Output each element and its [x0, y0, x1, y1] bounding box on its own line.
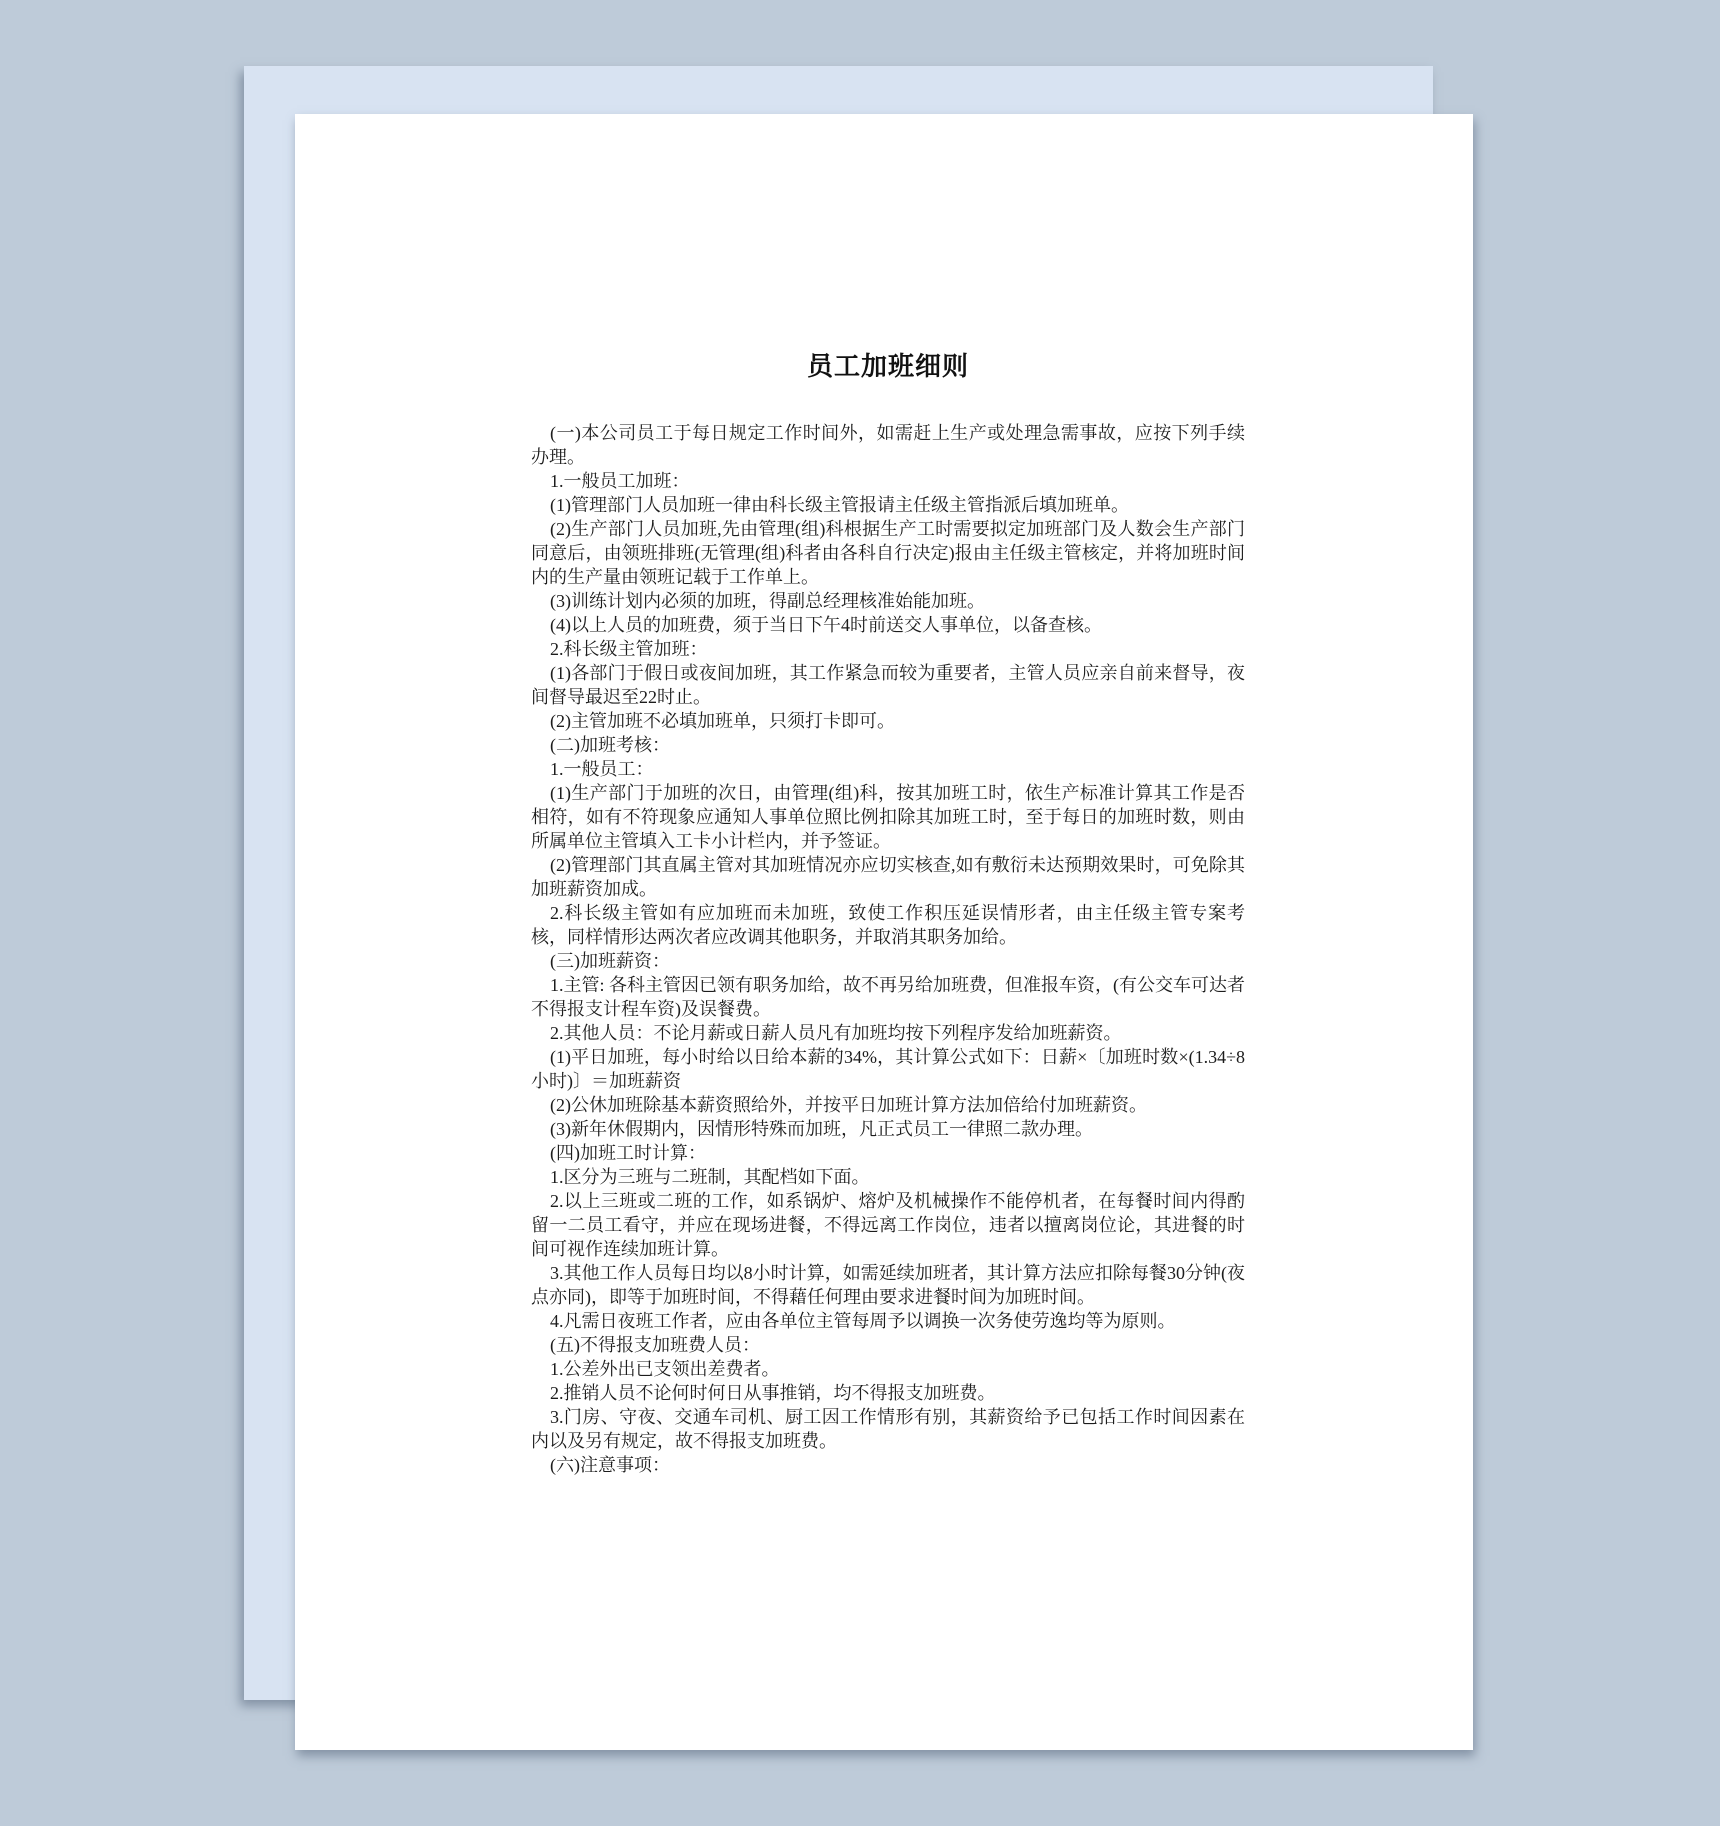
paragraph: (4)以上人员的加班费，须于当日下午4时前送交人事单位，以备查核。 [550, 615, 1102, 635]
paragraph: (2)公休加班除基本薪资照给外，并按平日加班计算方法加倍给付加班薪资。 [550, 1095, 1147, 1115]
paragraph: (三)加班薪资： [550, 951, 670, 971]
paragraph: 1.主管: 各科主管因已领有职务加给，故不再另给加班费，但准报车资，(有公交车可达者不得报支计程车资)及误餐费。 [531, 975, 1245, 1019]
document-page [295, 114, 1473, 1750]
paragraph: 1.公差外出已支领出差费者。 [550, 1359, 780, 1379]
paragraph: (3)新年休假期内，因情形特殊而加班，凡正式员工一律照二款办理。 [550, 1119, 1093, 1139]
paragraph: (2)生产部门人员加班,先由管理(组)科根据生产工时需要拟定加班部门及人数会生产部门同意后，由领班排班(无管理(组)科者由各科自行决定)报由主任级主管核定，并将加班时间内的生产量由领班记载于工作单上。 [531, 519, 1245, 587]
paragraph: 2.以上三班或二班的工作，如系锅炉、熔炉及机械操作不能停机者，在每餐时间内得酌留一二员工看守，并应在现场进餐，不得远离工作岗位，违者以擅离岗位论，其进餐的时间可视作连续加班计算。 [531, 1191, 1245, 1259]
paragraph: (2)主管加班不必填加班单，只须打卡即可。 [550, 711, 895, 731]
paragraph: 3.其他工作人员每日均以8小时计算，如需延续加班者，其计算方法应扣除每餐30分钟(夜点亦同)，即等于加班时间，不得藉任何理由要求进餐时间为加班时间。 [531, 1263, 1245, 1307]
paragraph: 1.一般员工： [550, 759, 654, 779]
document-title: 员工加班细则 [806, 352, 969, 381]
paragraph: (1)各部门于假日或夜间加班，其工作紧急而较为重要者，主管人员应亲自前来督导，夜间督导最迟至22时止。 [531, 663, 1245, 707]
paragraph: (六)注意事项： [550, 1455, 670, 1475]
paragraph: (2)管理部门其直属主管对其加班情况亦应切实核查,如有敷衍未达预期效果时，可免除其加班薪资加成。 [531, 855, 1245, 899]
paragraph: (一)本公司员工于每日规定工作时间外，如需赶上生产或处理急需事故，应按下列手续办理。 [531, 423, 1245, 467]
paragraph: (1)生产部门于加班的次日，由管理(组)科，按其加班工时，依生产标准计算其工作是否相符，如有不符现象应通知人事单位照比例扣除其加班工时，至于每日的加班时数，则由所属单位主管填入工卡小计栏内，并予签证。 [531, 783, 1245, 851]
document-body [531, 421, 1245, 1477]
paragraph: 2.其他人员：不论月薪或日薪人员凡有加班均按下列程序发给加班薪资。 [550, 1023, 1122, 1043]
paragraph: 2.科长级主管加班： [550, 639, 708, 659]
paragraph: 1.区分为三班与二班制，其配档如下面。 [550, 1167, 870, 1187]
paragraph: 1.一般员工加班： [550, 471, 690, 491]
paragraph: (五)不得报支加班费人员： [550, 1335, 760, 1355]
document-content [531, 350, 1245, 1477]
paragraph: (二)加班考核： [550, 735, 670, 755]
paragraph: (1)管理部门人员加班一律由科长级主管报请主任级主管指派后填加班单。 [550, 495, 1129, 515]
paragraph: (3)训练计划内必须的加班，得副总经理核准始能加班。 [550, 591, 985, 611]
paragraph: 4.凡需日夜班工作者，应由各单位主管每周予以调换一次务使劳逸均等为原则。 [550, 1311, 1176, 1331]
paragraph: 3.门房、守夜、交通车司机、厨工因工作情形有别，其薪资给予已包括工作时间因素在内以及另有规定，故不得报支加班费。 [531, 1407, 1245, 1451]
paragraph: 2.科长级主管如有应加班而未加班，致使工作积压延误情形者，由主任级主管专案考核，同样情形达两次者应改调其他职务，并取消其职务加给。 [531, 903, 1245, 947]
paragraph: (四)加班工时计算： [550, 1143, 706, 1163]
paragraph: 2.推销人员不论何时何日从事推销，均不得报支加班费。 [550, 1383, 996, 1403]
paragraph: (1)平日加班，每小时给以日给本薪的34%，其计算公式如下：日薪×〔加班时数×(1.34÷8小时)〕＝加班薪资 [531, 1047, 1245, 1091]
